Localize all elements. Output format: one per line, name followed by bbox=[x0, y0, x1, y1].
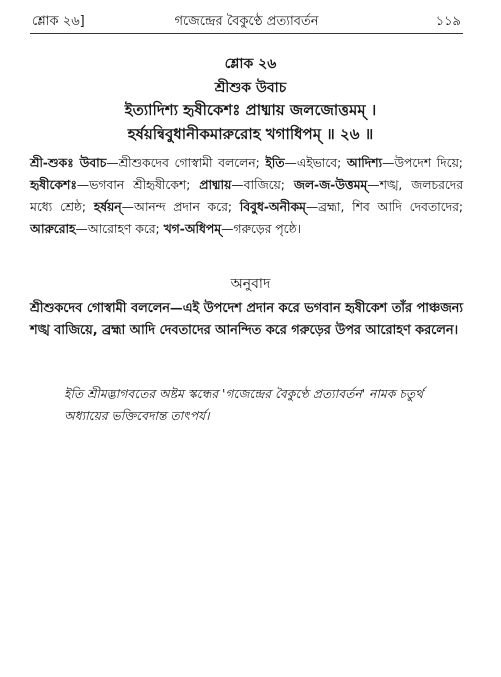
synonym-term: শ্রী-শুকঃ উবাচ bbox=[30, 156, 107, 170]
synonym-meaning: এইভাবে; bbox=[296, 156, 342, 170]
translation-text: শ্রীশুকদেব গোস্বামী বললেন—এই উপদেশ প্রদান করে ভগবান হৃষীকেশ তাঁর পাঞ্চজন্য শঙ্খ বাজিয়ে, ব্রহ্মা আদি দেবতাদের আনন্দিত করে গরুড়ের উপর আরোহণ করলেন। bbox=[30, 301, 463, 338]
synonym-term: জল-জ-উত্তমম্ bbox=[293, 178, 368, 192]
chapter-colophon: ইতি শ্রীমদ্ভাগবতের অষ্টম স্কন্ধের 'গজেন্দ্রের বৈকুণ্ঠে প্রত্যাবর্তন' নামক চতুর্থ অধ্যায়ের ভক্তিবেদান্ত তাৎপর্য। bbox=[64, 387, 424, 423]
synonym-term: আরুরোহ bbox=[30, 222, 76, 236]
translation-heading: অনুবাদ bbox=[230, 276, 271, 292]
synonym-meaning: আনন্দ প্রদান করে; bbox=[133, 200, 232, 214]
verse-number: শ্লোক ২৬ bbox=[224, 56, 277, 72]
synonym-meaning: গরুড়ের পৃষ্ঠে। bbox=[233, 222, 301, 236]
synonym-meaning: আরোহণ করে; bbox=[87, 222, 160, 236]
synonym-meaning: ভগবান শ্রীহৃষীকেশ; bbox=[89, 178, 191, 192]
synonym-meaning: ব্রহ্মা, শিব আদি দেবতাদের; bbox=[318, 200, 463, 214]
header-verse-ref: শ্লোক ২৬] bbox=[32, 14, 85, 29]
sanskrit-line-1: ইত্যাদিশ্য হৃষীকেশঃ প্রাধ্মায় জলজোত্তমম্ । bbox=[124, 101, 377, 119]
synonym-term: খগ-অধিপম্ bbox=[163, 222, 222, 236]
synonym-term: ইতি bbox=[265, 156, 285, 170]
synonym-term: প্রাধ্মায় bbox=[199, 178, 232, 192]
synonym-term: বিবুধ-অনীকম্ bbox=[239, 200, 306, 214]
header-rule bbox=[30, 33, 463, 34]
header-chapter-title: গজেন্দ্রের বৈকুণ্ঠে প্রত্যাবর্তন bbox=[174, 14, 319, 29]
synonym-term: হৃষীকেশঃ bbox=[30, 178, 77, 192]
synonym-term: আদিশ্য bbox=[346, 156, 383, 170]
synonym-meaning: শ্রীশুকদেব গোস্বামী বললেন; bbox=[118, 156, 260, 170]
running-header bbox=[32, 12, 461, 32]
sanskrit-line-2: হর্ষয়ন্বিবুধানীকমারুরোহ খগাধিপম্ ॥ ২৬ ॥ bbox=[127, 125, 374, 143]
synonym-meaning: উপদেশ দিয়ে; bbox=[394, 156, 463, 170]
synonym-term: হর্ষয়ন্ bbox=[93, 200, 122, 214]
synonyms-paragraph: শ্রী-শুকঃ উবাচ—শ্রীশুকদেব গোস্বামী বললেন; ইতি—এইভাবে; আদিশ্য—উপদেশ দিয়ে; হৃষীকেশঃ—ভগবান শ্রীহৃষীকেশ; প্রাধ্মায়—বাজিয়ে; জল-জ-উত্তমম্—শঙ্খ, জলচরদের মধ্যে শ্রেষ্ঠ; হর্ষয়ন্—আনন্দ প্রদান করে; বিবুধ-অনীকম্—ব্রহ্মা, শিব আদি দেবতাদের; আরুরোহ—আরোহণ করে; খগ-অধিপম্—গরুড়ের পৃষ্ঠে। bbox=[30, 156, 463, 236]
synonym-meaning: বাজিয়ে; bbox=[243, 178, 285, 192]
page-number: ১১৯ bbox=[435, 14, 461, 29]
synonym-meaning: শঙ্খ, জলচরদের মধ্যে শ্রেষ্ঠ; bbox=[30, 178, 463, 214]
speaker-line: শ্রীশুক উবাচ bbox=[214, 80, 287, 96]
